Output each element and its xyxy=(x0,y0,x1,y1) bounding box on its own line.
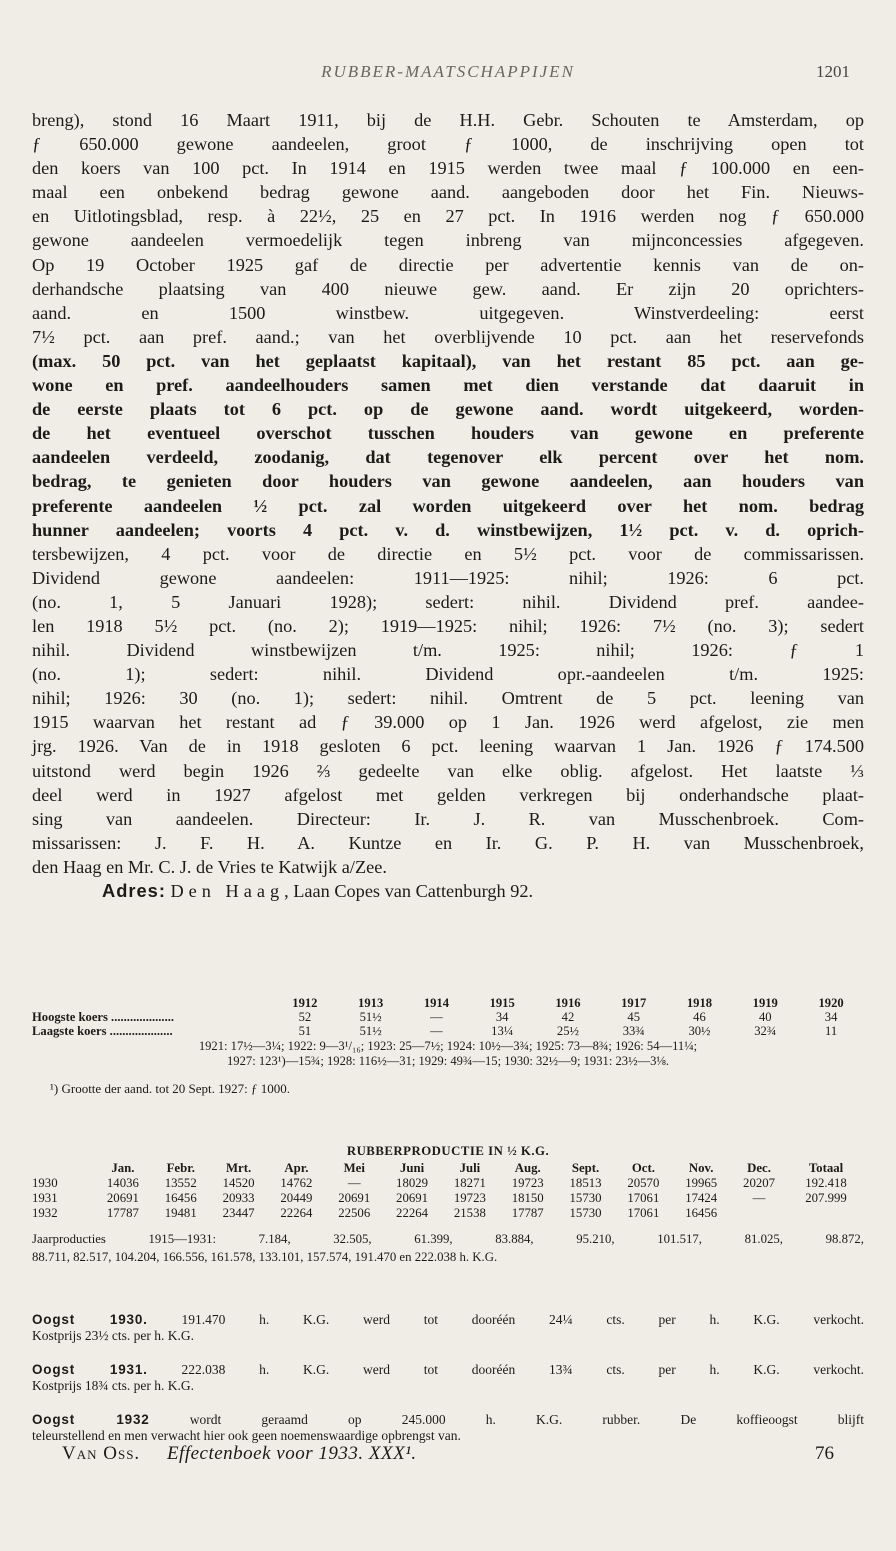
text-line: uitstond werd begin 1926 ⅔ gedeelte van elke oblig. afgelost. Het laatste ⅓ xyxy=(32,760,864,781)
text-line: Jaarproducties 1915—1931: 7.184, 32.505, 61.399, 83.884, 95.210, 101.517, 81.025, 98.872, xyxy=(32,1232,864,1246)
text-line: 1915 waarvan het restant ad ƒ 39.000 op 1 Jan. 1926 werd afgelost, zie men xyxy=(32,712,864,733)
price-range-line: 1921: 17½—3¼; 1922: 9—3¹/₁₆; 1923: 25—7½; 1924: 10½—3¾; 1925: 73—8¾; 1926: 54—11¼; xyxy=(198,1039,698,1053)
harvest-label: Oogst 1931. xyxy=(32,1362,148,1377)
publisher-name: Van Oss. xyxy=(62,1443,141,1464)
text-line: deel werd in 1927 afgelost met gelden verkregen bij onderhandsche plaat- xyxy=(32,784,864,805)
text-line: Oogst 1930. 191.470 h. K.G. werd tot dooréén 24¼ cts. per h. K.G. verkocht. xyxy=(32,1312,864,1327)
month-header: Nov. xyxy=(688,1161,714,1175)
table-cell: 14762 xyxy=(280,1176,313,1190)
folio-number: 76 xyxy=(815,1443,834,1464)
table-cell: 14520 xyxy=(222,1176,255,1190)
harvest-label: Oogst 1930. xyxy=(32,1312,148,1327)
year-header: 1917 xyxy=(621,996,647,1010)
table-cell: 20933 xyxy=(222,1191,255,1205)
address-street: Laan Copes van Cattenburgh 92. xyxy=(293,881,534,901)
table-cell: 19723 xyxy=(453,1191,486,1205)
company-description xyxy=(32,108,864,903)
table-cell: 20449 xyxy=(280,1191,313,1205)
text-line: Oogst 1931. 222.038 h. K.G. werd tot dooréén 13¾ cts. per h. K.G. verkocht. xyxy=(32,1362,864,1377)
row-year: 1932 xyxy=(32,1206,58,1220)
harvest-1930 xyxy=(32,1312,864,1344)
table-cell: 51 xyxy=(298,1024,312,1038)
text-line: Dividend gewone aandeelen: 1911—1925: nihil; 1926: 6 pct. xyxy=(32,567,864,588)
text-line: derhandsche plaatsing van 400 nieuwe gew. aand. Er zijn 20 oprichters- xyxy=(32,278,864,299)
table-cell: 23447 xyxy=(222,1206,255,1220)
text-line: ƒ 650.000 gewone aandeelen, groot ƒ 1000, de inschrijving open tot xyxy=(32,134,864,155)
price-table-section xyxy=(32,996,864,1096)
total-header: Totaal xyxy=(808,1161,844,1175)
text-line: 7½ pct. aan pref. aand.; van het overblijvende 10 pct. aan het reservefonds xyxy=(32,326,864,347)
book-title: Effectenboek voor 1933. XXX¹. xyxy=(166,1443,417,1464)
text-line: de eerste plaats tot 6 pct. op de gewone aand. wordt uitgekeerd, worden- xyxy=(32,399,864,420)
table-row xyxy=(32,1010,864,1024)
table-cell: 16456 xyxy=(164,1191,197,1205)
table-cell: 22264 xyxy=(396,1206,429,1220)
running-head xyxy=(0,62,896,86)
text-line: Kostprijs 23½ cts. per h. K.G. xyxy=(32,1328,194,1343)
table-cell xyxy=(788,1206,864,1221)
table-cell: 20207 xyxy=(743,1176,776,1190)
text-line: den Haag en Mr. C. J. de Vries te Katwijk a/Zee. xyxy=(32,856,387,877)
table-cell: 18029 xyxy=(396,1176,429,1190)
address-line: Adres: Den Haag, Laan Copes van Cattenburgh 92. xyxy=(102,880,534,901)
table-cell: 14036 xyxy=(106,1176,139,1190)
year-header: 1920 xyxy=(818,996,844,1010)
row-label: Hoogste koers .................... xyxy=(32,1010,175,1024)
month-header: Apr. xyxy=(284,1161,309,1175)
month-header: Dec. xyxy=(747,1161,771,1175)
table-cell: 46 xyxy=(693,1010,706,1024)
year-header: 1913 xyxy=(358,996,384,1010)
text-line: (max. 50 pct. van het geplaatst kapitaal), van het restant 85 pct. aan ge- xyxy=(32,350,864,371)
table-cell: 22264 xyxy=(280,1206,313,1220)
text-line: len 1918 5½ pct. (no. 2); 1919—1925: nihil; 1926: 7½ (no. 3); sedert xyxy=(32,615,864,636)
table-cell: 34 xyxy=(495,1010,509,1024)
table-cell: 17061 xyxy=(627,1206,660,1220)
table-cell: 18513 xyxy=(569,1176,602,1190)
table-row xyxy=(32,1024,864,1038)
table-cell: — xyxy=(347,1176,361,1190)
table-cell: 192.418 xyxy=(805,1176,847,1190)
table-cell: 17787 xyxy=(106,1206,139,1220)
price-range-line: 1927: 123¹)—15¾; 1928: 116½—31; 1929: 49¾—15; 1930: 32½—9; 1931: 23½—3⅛. xyxy=(227,1054,669,1068)
text-line: (no. 1, 5 Januari 1928); sedert: nihil. Dividend pref. aandee- xyxy=(32,591,864,612)
table-cell: 20691 xyxy=(106,1191,139,1205)
table-cell: 16456 xyxy=(685,1206,718,1220)
text-line: sing van aandeelen. Directeur: Ir. J. R. van Musschenbroek. Com- xyxy=(32,808,864,829)
table-cell: 51½ xyxy=(359,1024,382,1038)
table-cell: 30½ xyxy=(688,1024,711,1038)
text-line: maal een onbekend bedrag gewone aand. aangeboden door het Fin. Nieuws- xyxy=(32,182,864,203)
table-cell: 21538 xyxy=(453,1206,486,1220)
table-cell: 19723 xyxy=(511,1176,544,1190)
month-header: Febr. xyxy=(166,1161,195,1175)
price-table xyxy=(32,996,864,1038)
yearly-productions xyxy=(32,1230,864,1266)
month-header: Sept. xyxy=(571,1161,600,1175)
table-cell: 25½ xyxy=(556,1024,579,1038)
table-cell: 18150 xyxy=(511,1191,544,1205)
address-label: Adres: xyxy=(102,880,166,901)
table-cell: — xyxy=(430,1024,443,1038)
page-footer xyxy=(62,1443,844,1471)
month-header: Jan. xyxy=(111,1161,135,1175)
month-header: Oct. xyxy=(631,1161,655,1175)
text-line: aand. en 1500 winstbew. uitgegeven. Winstverdeeling: eerst xyxy=(32,302,864,323)
production-table-header xyxy=(32,1161,864,1176)
table-row xyxy=(32,1206,864,1221)
year-header: 1918 xyxy=(686,996,713,1010)
text-line: en Uitlotingsblad, resp. à 22½, 25 en 27 pct. In 1916 werden nog ƒ 650.000 xyxy=(32,206,864,227)
table-cell: 17787 xyxy=(511,1206,544,1220)
harvest-1931 xyxy=(32,1362,864,1394)
address-city: Den Haag xyxy=(170,881,285,901)
table-cell: 51½ xyxy=(359,1010,382,1024)
table-cell: 11 xyxy=(824,1024,838,1038)
table-cell: 13¼ xyxy=(491,1024,514,1038)
table-cell: 13552 xyxy=(164,1176,197,1190)
text-line: 88.711, 82.517, 104.204, 166.556, 161.578, 133.101, 157.574, 191.470 en 222.038 h. K.G. xyxy=(32,1250,498,1264)
table-row xyxy=(32,1191,864,1206)
table-cell: 19965 xyxy=(685,1176,718,1190)
table-cell: 34 xyxy=(824,1010,838,1024)
text-line: missarissen: J. F. H. A. Kuntze en Ir. G. P. H. van Musschenbroek, xyxy=(32,832,864,853)
year-header: 1914 xyxy=(423,996,449,1010)
month-header: Juni xyxy=(399,1161,425,1175)
row-year: 1931 xyxy=(32,1191,58,1205)
text-line: bedrag, te genieten door houders van gewone aandeelen, aan houders van xyxy=(32,471,864,492)
text-line: wone en pref. aandeelhouders samen met dien verstande dat daaruit in xyxy=(32,375,864,396)
table-cell: 32¾ xyxy=(754,1024,777,1038)
table-cell: 40 xyxy=(758,1010,772,1024)
table-cell: 17424 xyxy=(685,1191,718,1205)
table-cell: 52 xyxy=(298,1010,312,1024)
text-line: (no. 1); sedert: nihil. Dividend opr.-aandeelen t/m. 1925: xyxy=(32,664,864,685)
table-cell: 18271 xyxy=(453,1176,486,1190)
text-line: Op 19 October 1925 gaf de directie per advertentie kennis van de on- xyxy=(32,254,864,275)
table-cell: 20691 xyxy=(338,1191,371,1205)
text-line: aandeelen verdeeld, zoodanig, dat tegenover elk percent over het nom. xyxy=(32,447,864,468)
month-header: Juli xyxy=(459,1161,481,1175)
table-cell: 33¾ xyxy=(622,1024,645,1038)
production-table xyxy=(32,1161,864,1221)
table-cell: 20570 xyxy=(627,1176,660,1190)
page-number: 1201 xyxy=(816,62,850,81)
table-cell: 207.999 xyxy=(805,1191,847,1205)
table-cell: 22506 xyxy=(338,1206,371,1220)
text-line: tersbewijzen, 4 pct. voor de directie en 5½ pct. voor de commissarissen. xyxy=(32,543,864,564)
text-line: Kostprijs 18¾ cts. per h. K.G. xyxy=(32,1378,194,1393)
text-line: breng), stond 16 Maart 1911, bij de H.H. Gebr. Schouten te Amsterdam, op xyxy=(32,110,864,130)
year-header: 1915 xyxy=(489,996,515,1010)
table-cell: — xyxy=(752,1191,766,1205)
table-cell: 15730 xyxy=(569,1191,602,1205)
year-header: 1919 xyxy=(752,996,778,1010)
text-line: Oogst 1932 wordt geraamd op 245.000 h. K.G. rubber. De koffieoogst blijft xyxy=(32,1412,865,1427)
row-label: Laagste koers .................... xyxy=(32,1024,173,1038)
row-year: 1930 xyxy=(32,1176,58,1190)
year-header: 1912 xyxy=(292,996,318,1010)
text-line: teleurstellend en men verwacht hier ook geen noemenswaardige opbrengst van. xyxy=(32,1428,461,1443)
text-line: de het eventueel overschot tusschen houders van gewone en preferente xyxy=(32,423,864,444)
table-cell xyxy=(730,1206,788,1221)
harvest-1932 xyxy=(32,1412,864,1444)
price-table-header xyxy=(32,996,864,1010)
text-line: nihil. Dividend winstbewijzen t/m. 1925: nihil; 1926: ƒ 1 xyxy=(32,640,864,661)
production-title: RUBBERPRODUCTIE IN ½ K.G. xyxy=(346,1144,550,1158)
text-line: hunner aandeelen; voorts 4 pct. v. d. winstbewijzen, 1½ pct. v. d. oprich- xyxy=(32,519,864,540)
table-cell: 19481 xyxy=(164,1206,197,1220)
harvest-label: Oogst 1932 xyxy=(32,1412,150,1427)
text-line: preferente aandeelen ½ pct. zal worden uitgekeerd over het nom. bedrag xyxy=(32,495,864,516)
text-line: jrg. 1926. Van de in 1918 gesloten 6 pct. leening waarvan 1 Jan. 1926 ƒ 174.500 xyxy=(32,736,864,757)
table-cell: 17061 xyxy=(627,1191,660,1205)
text-line: gewone aandeelen vermoedelijk tegen inbreng van mijnconcessies afgegeven. xyxy=(32,230,864,251)
year-header: 1916 xyxy=(555,996,581,1010)
month-header: Mrt. xyxy=(225,1161,252,1175)
table-row xyxy=(32,1176,864,1191)
running-title: RUBBER-MAATSCHAPPIJEN xyxy=(321,62,575,81)
text-line: den koers van 100 pct. In 1914 en 1915 werden twee maal ƒ 100.000 en een- xyxy=(32,158,864,179)
table-cell: 42 xyxy=(561,1010,575,1024)
footnote: ¹) Grootte der aand. tot 20 Sept. 1927: ƒ 1000. xyxy=(50,1081,291,1096)
table-cell: 20691 xyxy=(396,1191,429,1205)
month-header: Mei xyxy=(343,1161,365,1175)
month-header: Aug. xyxy=(514,1161,541,1175)
table-cell: 45 xyxy=(627,1010,640,1024)
text-line: nihil; 1926: 30 (no. 1); sedert: nihil. Omtrent de 5 pct. leening van xyxy=(32,688,864,709)
table-cell: — xyxy=(430,1010,443,1024)
production-section xyxy=(32,1144,864,1266)
table-cell: 15730 xyxy=(569,1206,602,1220)
